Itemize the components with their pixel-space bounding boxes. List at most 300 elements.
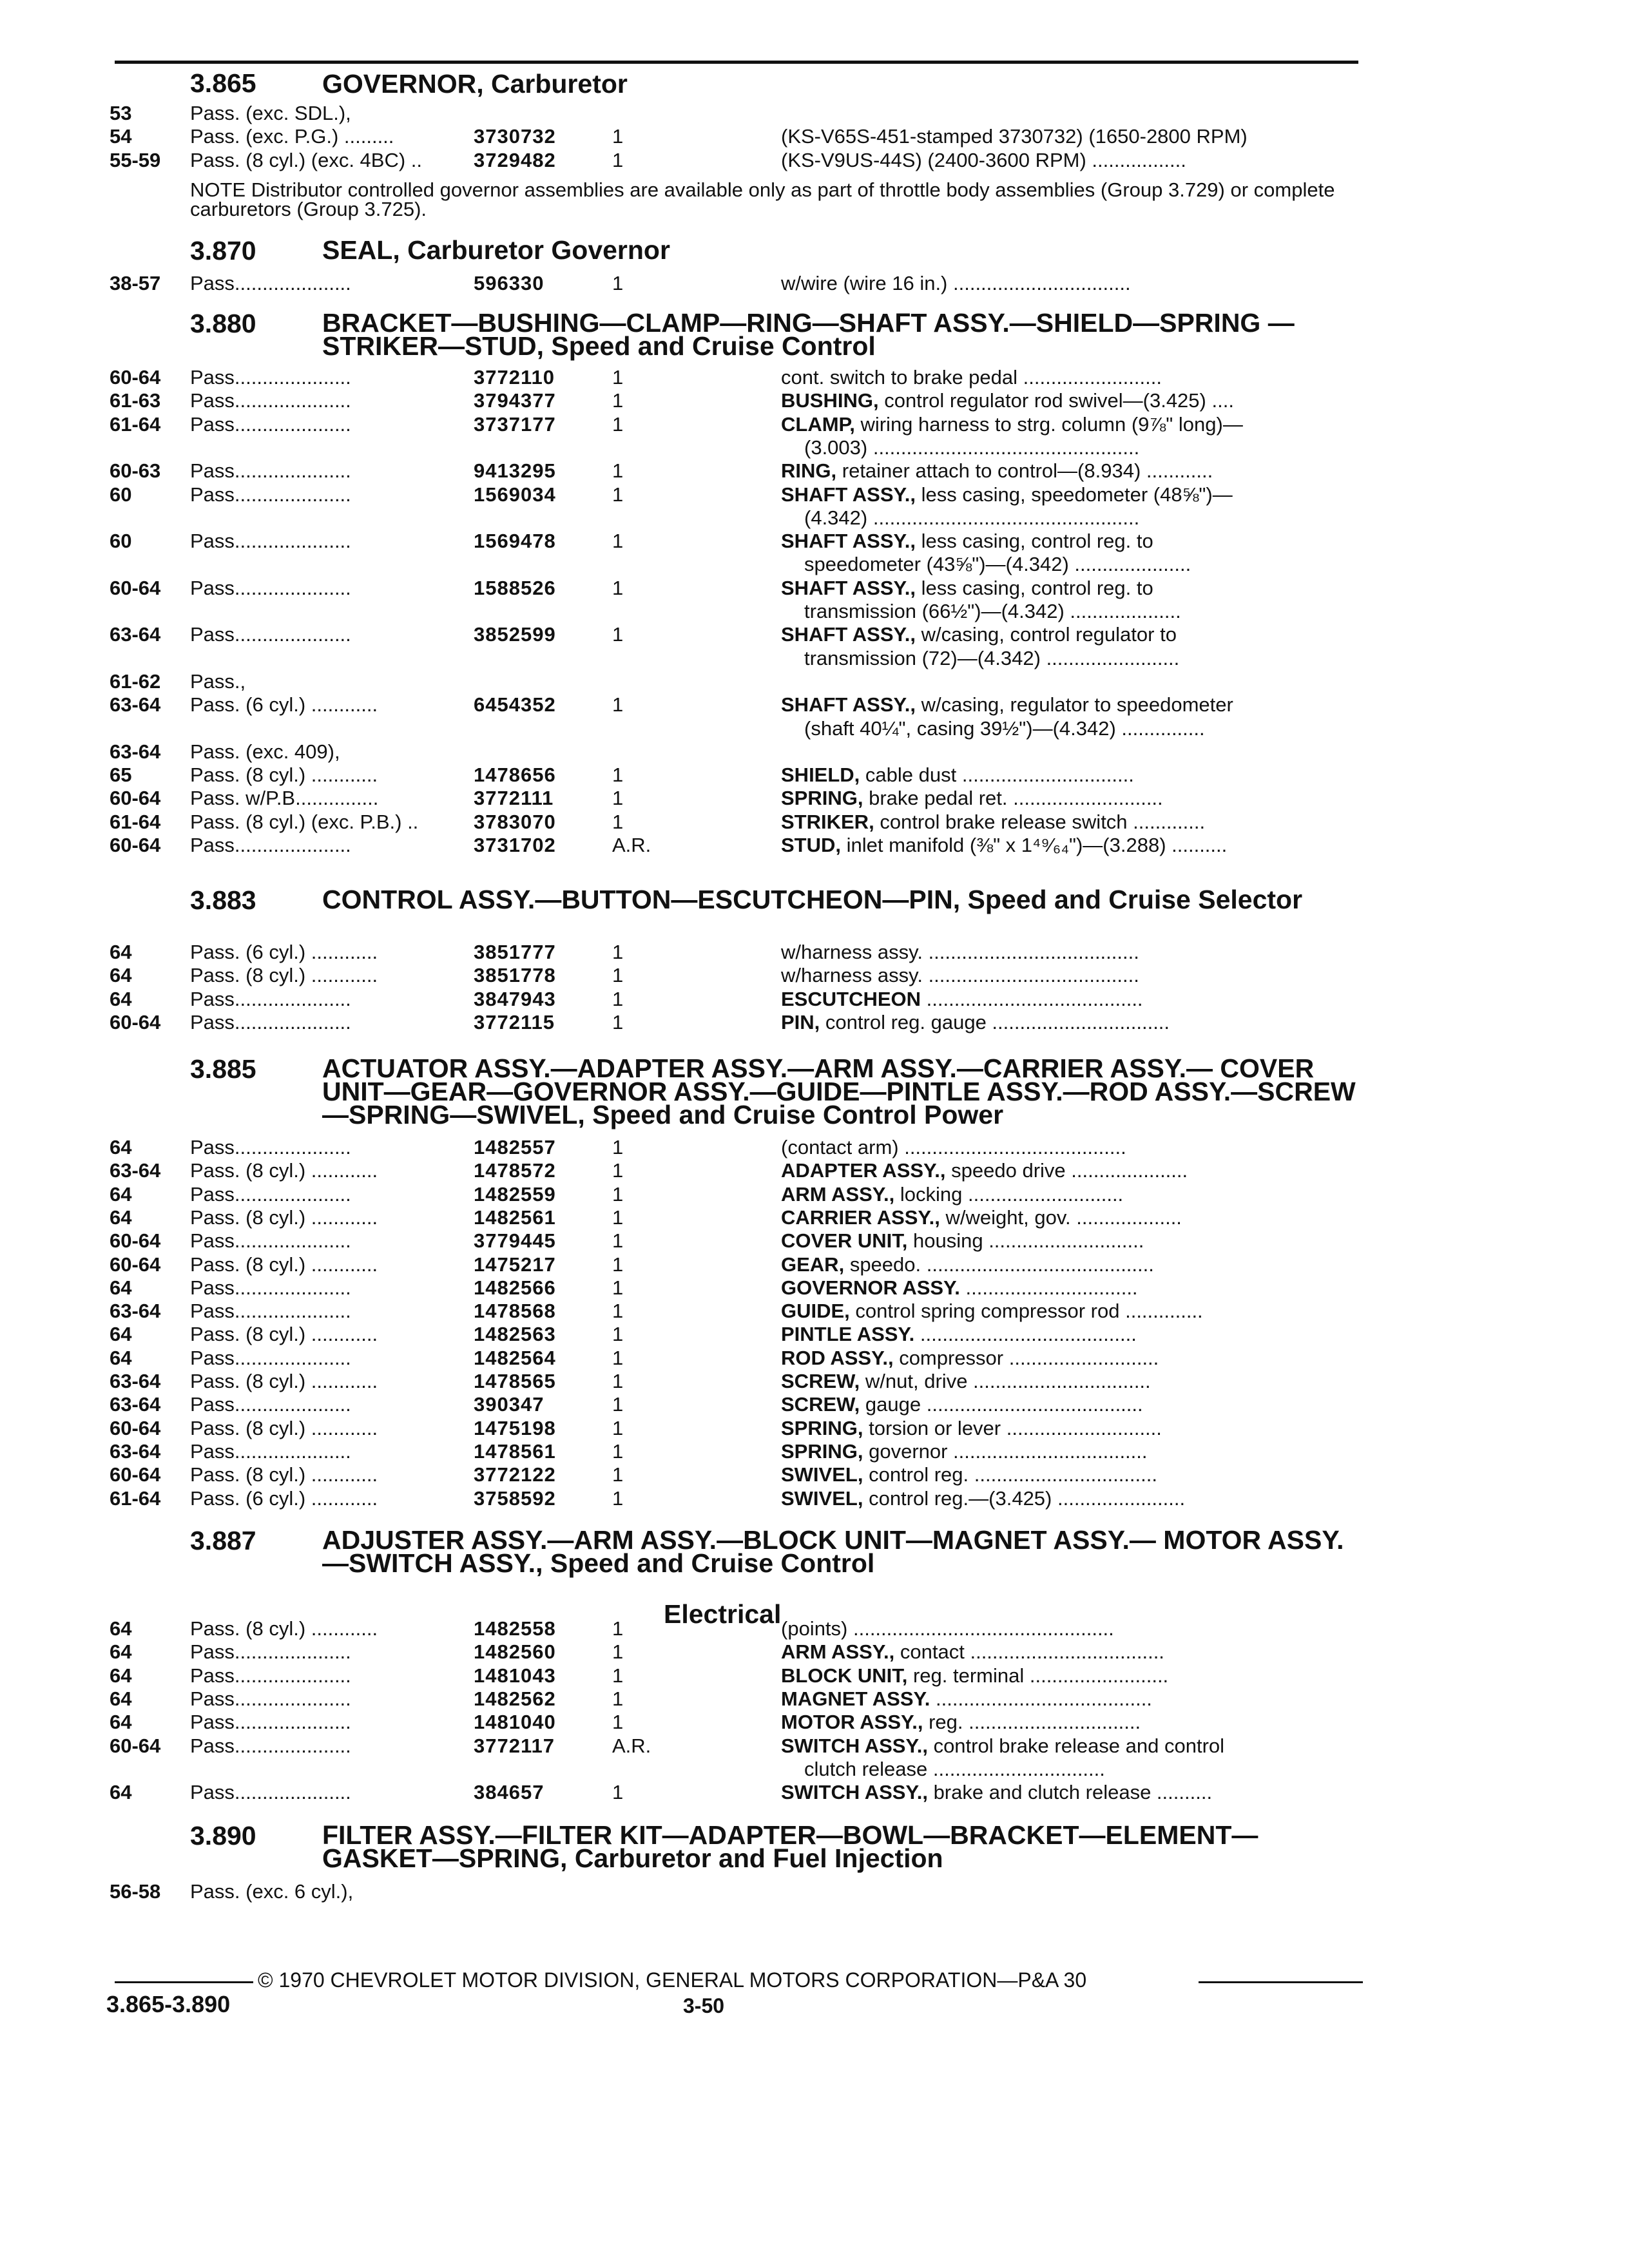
part-description bbox=[781, 1687, 1353, 1711]
part-description bbox=[781, 1229, 1353, 1253]
part-description bbox=[781, 1617, 1353, 1640]
model-years: 64 bbox=[110, 1781, 132, 1804]
quantity: 1 bbox=[612, 1664, 624, 1687]
part-name: MAGNET ASSY. bbox=[781, 1687, 930, 1710]
part-number: 1482558 bbox=[474, 1617, 556, 1640]
model-years: 64 bbox=[110, 1206, 132, 1229]
quantity: 1 bbox=[612, 941, 624, 963]
vehicle-description: Pass. (exc. 6 cyl.), bbox=[190, 1880, 354, 1903]
quantity: 1 bbox=[612, 1640, 624, 1664]
part-description bbox=[781, 1487, 1353, 1510]
part-number: 3772111 bbox=[474, 787, 554, 810]
vehicle-description: Pass. (6 cyl.) ............ bbox=[190, 941, 378, 963]
part-number: 1482564 bbox=[474, 1346, 556, 1369]
part-description bbox=[781, 1440, 1353, 1463]
vehicle-description: Pass..................... bbox=[190, 483, 351, 506]
vehicle-description: Pass. (exc. SDL.), bbox=[190, 102, 351, 124]
quantity: 1 bbox=[612, 1486, 624, 1510]
part-name: SWITCH ASSY., bbox=[781, 1734, 928, 1757]
model-years: 64 bbox=[110, 1136, 132, 1158]
vehicle-description: Pass..................... bbox=[190, 576, 351, 599]
quantity: 1 bbox=[612, 1206, 624, 1229]
quantity: 1 bbox=[612, 1276, 624, 1299]
vehicle-description: Pass..................... bbox=[190, 530, 351, 553]
quantity: 1 bbox=[612, 1416, 624, 1439]
part-description bbox=[781, 988, 1353, 1011]
part-detail: w/harness assy. ...................................... bbox=[781, 941, 1139, 963]
part-number: 3851778 bbox=[474, 964, 556, 987]
vehicle-description: Pass..................... bbox=[190, 1439, 351, 1463]
part-detail: housing ............................ bbox=[912, 1229, 1144, 1253]
model-years: 60-64 bbox=[110, 834, 161, 856]
part-number: 3772115 bbox=[474, 1010, 555, 1033]
model-years: 64 bbox=[110, 941, 132, 963]
part-description bbox=[781, 483, 1353, 506]
part-detail: less casing, control reg. to bbox=[921, 530, 1153, 553]
section-number: 3.887 bbox=[190, 1526, 256, 1555]
part-number: 6454352 bbox=[474, 693, 556, 716]
quantity: 1 bbox=[612, 1687, 624, 1710]
quantity: 1 bbox=[612, 576, 624, 599]
quantity: 1 bbox=[612, 1439, 624, 1463]
part-number: 384657 bbox=[474, 1781, 545, 1804]
vehicle-description: Pass..................... bbox=[190, 1781, 351, 1804]
part-number: 1482559 bbox=[474, 1182, 556, 1206]
vehicle-description: Pass..................... bbox=[190, 1687, 351, 1710]
part-number: 1569034 bbox=[474, 483, 556, 506]
part-detail: w/wire (wire 16 in.) ................................ bbox=[781, 272, 1131, 294]
model-years: 60-64 bbox=[110, 1253, 161, 1276]
quantity: 1 bbox=[612, 1711, 624, 1734]
part-number: 3852599 bbox=[474, 623, 556, 646]
model-years: 61-64 bbox=[110, 810, 161, 833]
quantity: 1 bbox=[612, 1617, 624, 1640]
model-years: 64 bbox=[110, 1687, 132, 1710]
part-detail: reg. terminal ......................... bbox=[912, 1664, 1169, 1687]
quantity: 1 bbox=[612, 987, 624, 1010]
vehicle-description: Pass. (8 cyl.) ............ bbox=[190, 1159, 378, 1182]
part-description bbox=[781, 530, 1353, 553]
part-name: STUD, bbox=[781, 834, 841, 856]
model-years: 64 bbox=[110, 1640, 132, 1664]
part-detail: w/harness assy. ...................................... bbox=[781, 964, 1139, 987]
part-number: 3847943 bbox=[474, 987, 556, 1010]
vehicle-description: Pass..................... bbox=[190, 412, 351, 436]
vehicle-description: Pass., bbox=[190, 669, 246, 693]
part-description bbox=[781, 1370, 1353, 1393]
part-number: 1482561 bbox=[474, 1206, 556, 1229]
part-name: GUIDE, bbox=[781, 1300, 850, 1323]
part-number: 3729482 bbox=[474, 148, 556, 171]
part-name: PIN, bbox=[781, 1010, 820, 1033]
part-detail: control brake release and control bbox=[933, 1734, 1225, 1757]
part-description bbox=[781, 1393, 1353, 1416]
vehicle-description: Pass..................... bbox=[190, 1640, 351, 1664]
part-number: 3730732 bbox=[474, 125, 556, 148]
part-name: ARM ASSY., bbox=[781, 1182, 895, 1206]
part-detail: ....................................... bbox=[920, 1323, 1137, 1346]
vehicle-description: Pass..................... bbox=[190, 389, 351, 412]
part-detail-continued: (4.342) ................................................ bbox=[804, 506, 1140, 529]
part-number: 1478656 bbox=[474, 764, 556, 787]
part-detail-continued: speedometer (43⅝")—(4.342) ..................... bbox=[804, 553, 1191, 576]
part-number: 3772122 bbox=[474, 1463, 556, 1486]
model-years: 64 bbox=[110, 1323, 132, 1346]
part-description bbox=[781, 941, 1353, 964]
part-description bbox=[781, 623, 1353, 646]
part-detail: ....................................... bbox=[936, 1687, 1152, 1710]
part-number: 1482563 bbox=[474, 1323, 556, 1346]
vehicle-description: Pass..................... bbox=[190, 834, 351, 856]
part-number: 3737177 bbox=[474, 412, 556, 436]
model-years: 60-64 bbox=[110, 1463, 161, 1486]
model-years: 63-64 bbox=[110, 623, 161, 646]
model-years: 63-64 bbox=[110, 1159, 161, 1182]
part-description bbox=[781, 964, 1353, 987]
vehicle-description: Pass. (8 cyl.) ............ bbox=[190, 1617, 378, 1640]
model-years: 63-64 bbox=[110, 1439, 161, 1463]
part-number: 3731702 bbox=[474, 834, 556, 856]
model-years: 38-57 bbox=[110, 272, 161, 294]
quantity: 1 bbox=[612, 483, 624, 506]
part-name: SHAFT ASSY., bbox=[781, 530, 916, 553]
part-description bbox=[781, 1711, 1353, 1734]
part-detail: retainer attach to control—(8.934) ............ bbox=[842, 459, 1213, 483]
vehicle-description: Pass..................... bbox=[190, 1229, 351, 1253]
quantity: 1 bbox=[612, 389, 624, 412]
part-detail: less casing, control reg. to bbox=[921, 576, 1153, 599]
part-description bbox=[781, 1347, 1353, 1370]
footer-range: 3.865-3.890 bbox=[106, 1991, 231, 2017]
vehicle-description: Pass. (8 cyl.) (exc. 4BC) .. bbox=[190, 148, 423, 171]
part-name: ESCUTCHEON bbox=[781, 987, 921, 1010]
part-detail: brake and clutch release .......... bbox=[933, 1781, 1213, 1804]
quantity: 1 bbox=[612, 148, 624, 171]
part-name: SHAFT ASSY., bbox=[781, 483, 916, 506]
part-number: 1482560 bbox=[474, 1640, 556, 1664]
quantity: 1 bbox=[612, 1010, 624, 1033]
model-years: 64 bbox=[110, 1182, 132, 1206]
part-detail-continued: transmission (66½")—(4.342) .................... bbox=[804, 600, 1181, 622]
part-description bbox=[781, 1011, 1353, 1034]
model-years: 61-64 bbox=[110, 412, 161, 436]
vehicle-description: Pass. (8 cyl.) (exc. P.B.) .. bbox=[190, 810, 419, 833]
part-description bbox=[781, 1253, 1353, 1276]
part-number: 1482566 bbox=[474, 1276, 556, 1299]
vehicle-description: Pass..................... bbox=[190, 1136, 351, 1158]
part-detail: (KS-V9US-44S) (2400-3600 RPM) ................. bbox=[781, 148, 1186, 171]
model-years: 60-64 bbox=[110, 1010, 161, 1033]
part-detail: gauge ....................................... bbox=[865, 1393, 1143, 1416]
vehicle-description: Pass..................... bbox=[190, 1734, 351, 1757]
quantity: 1 bbox=[612, 1781, 624, 1804]
part-name: SHIELD, bbox=[781, 764, 860, 787]
quantity: 1 bbox=[612, 1323, 624, 1346]
part-detail: cont. switch to brake pedal ......................... bbox=[781, 366, 1162, 389]
part-name: CLAMP, bbox=[781, 412, 855, 436]
section-subtitle: Electrical bbox=[664, 1599, 782, 1629]
model-years: 64 bbox=[110, 987, 132, 1010]
part-name: ROD ASSY., bbox=[781, 1346, 894, 1369]
part-number: 3779445 bbox=[474, 1229, 556, 1253]
part-detail: (contact arm) ........................................ bbox=[781, 1136, 1126, 1158]
part-detail: w/weight, gov. ................... bbox=[945, 1206, 1182, 1229]
model-years: 65 bbox=[110, 764, 132, 787]
section-number: 3.880 bbox=[190, 309, 256, 338]
quantity: 1 bbox=[612, 693, 624, 716]
section-title: FILTER ASSY.—FILTER KIT—ADAPTER—BOWL—BRACKET—ELEMENT— GASKET—SPRING, Carburetor and Fuel Injection bbox=[322, 1820, 1258, 1873]
part-description bbox=[781, 413, 1353, 436]
part-name: ADAPTER ASSY., bbox=[781, 1159, 946, 1182]
part-detail: speedo drive ..................... bbox=[951, 1159, 1188, 1182]
part-detail-continued: transmission (72)—(4.342) ........................ bbox=[804, 646, 1180, 669]
section-number: 3.870 bbox=[190, 236, 256, 265]
part-name: SWIVEL, bbox=[781, 1486, 863, 1510]
part-name: CARRIER ASSY., bbox=[781, 1206, 940, 1229]
section-note: NOTE Distributor controlled governor assemblies are available only as part of throttle body assemblies (Group 3.729) or complete carburetors (Group 3.725). bbox=[190, 178, 1335, 220]
vehicle-description: Pass. (exc. 409), bbox=[190, 740, 340, 763]
model-years: 64 bbox=[110, 1346, 132, 1369]
vehicle-description: Pass..................... bbox=[190, 1393, 351, 1416]
vehicle-description: Pass..................... bbox=[190, 1300, 351, 1323]
part-name: SPRING, bbox=[781, 787, 863, 810]
part-detail: less casing, speedometer (48⅝")— bbox=[921, 483, 1233, 506]
model-years: 60-64 bbox=[110, 787, 161, 810]
part-description bbox=[781, 149, 1353, 172]
part-detail: inlet manifold (⅜" x 1⁴⁹⁄₆₄")—(3.288) .......... bbox=[846, 834, 1228, 856]
model-years: 60-64 bbox=[110, 1734, 161, 1757]
part-number: 1482562 bbox=[474, 1687, 556, 1710]
quantity: 1 bbox=[612, 366, 624, 389]
part-detail: control reg. ................................. bbox=[869, 1463, 1157, 1486]
part-description bbox=[781, 1323, 1353, 1346]
quantity: 1 bbox=[612, 412, 624, 436]
part-description bbox=[781, 834, 1353, 857]
quantity: 1 bbox=[612, 125, 624, 148]
part-description bbox=[781, 366, 1353, 389]
part-number: 390347 bbox=[474, 1393, 545, 1416]
part-detail-continued: clutch release ............................... bbox=[804, 1757, 1105, 1780]
part-number: 3794377 bbox=[474, 389, 556, 412]
part-number: 1481040 bbox=[474, 1711, 556, 1734]
part-description bbox=[781, 1183, 1353, 1206]
section-title: ADJUSTER ASSY.—ARM ASSY.—BLOCK UNIT—MAGNET ASSY.— MOTOR ASSY.—SWITCH ASSY., Speed and Cruise Control bbox=[322, 1525, 1344, 1578]
footer-rule-left bbox=[115, 1981, 253, 1983]
model-years: 64 bbox=[110, 1664, 132, 1687]
model-years: 61-64 bbox=[110, 1486, 161, 1510]
model-years: 63-64 bbox=[110, 740, 161, 763]
part-name: BUSHING, bbox=[781, 389, 879, 412]
quantity: A.R. bbox=[612, 834, 651, 856]
vehicle-description: Pass..................... bbox=[190, 366, 351, 389]
quantity: 1 bbox=[612, 1463, 624, 1486]
vehicle-description: Pass..................... bbox=[190, 1346, 351, 1369]
part-name: GEAR, bbox=[781, 1253, 845, 1276]
part-detail: reg. ............................... bbox=[929, 1711, 1141, 1734]
footer-copyright: © 1970 CHEVROLET MOTOR DIVISION, GENERAL MOTORS CORPORATION—P&A 30 bbox=[258, 1968, 1087, 1992]
quantity: 1 bbox=[612, 1346, 624, 1369]
footer-page-number: 3-50 bbox=[683, 1994, 725, 2017]
part-description bbox=[781, 1664, 1353, 1687]
part-detail: (KS-V65S-451-stamped 3730732) (1650-2800 RPM) bbox=[781, 125, 1248, 148]
quantity: 1 bbox=[612, 964, 624, 987]
part-number: 596330 bbox=[474, 272, 545, 294]
part-detail-continued: (shaft 40¼", casing 39½")—(4.342) ............... bbox=[804, 716, 1205, 740]
quantity: 1 bbox=[612, 787, 624, 810]
part-name: COVER UNIT, bbox=[781, 1229, 908, 1253]
part-description bbox=[781, 1640, 1353, 1664]
vehicle-description: Pass. (6 cyl.) ............ bbox=[190, 693, 378, 716]
part-detail: brake pedal ret. ........................... bbox=[869, 787, 1163, 810]
vehicle-description: Pass. (8 cyl.) ............ bbox=[190, 1253, 378, 1276]
part-name: BLOCK UNIT, bbox=[781, 1664, 908, 1687]
model-years: 63-64 bbox=[110, 693, 161, 716]
vehicle-description: Pass. w/P.B............... bbox=[190, 787, 379, 810]
part-detail: ....................................... bbox=[926, 987, 1143, 1010]
model-years: 64 bbox=[110, 964, 132, 987]
quantity: 1 bbox=[612, 1136, 624, 1158]
part-name: PINTLE ASSY. bbox=[781, 1323, 915, 1346]
part-description bbox=[781, 787, 1353, 810]
part-detail: control reg. gauge ................................ bbox=[825, 1010, 1170, 1033]
quantity: 1 bbox=[612, 1253, 624, 1276]
part-detail-continued: (3.003) ................................................ bbox=[804, 436, 1140, 459]
vehicle-description: Pass. (exc. P.G.) ......... bbox=[190, 125, 394, 148]
part-number: 1569478 bbox=[474, 530, 556, 553]
quantity: A.R. bbox=[612, 1734, 651, 1757]
section-number: 3.865 bbox=[190, 68, 256, 98]
section-number: 3.883 bbox=[190, 885, 256, 915]
part-detail: w/casing, regulator to speedometer bbox=[921, 693, 1233, 716]
vehicle-description: Pass..................... bbox=[190, 1182, 351, 1206]
footer-rule-right bbox=[1199, 1981, 1363, 1983]
vehicle-description: Pass..................... bbox=[190, 623, 351, 646]
model-years: 64 bbox=[110, 1711, 132, 1734]
model-years: 53 bbox=[110, 102, 132, 124]
model-years: 60-63 bbox=[110, 459, 161, 483]
part-number: 3758592 bbox=[474, 1486, 556, 1510]
part-detail: locking ............................ bbox=[900, 1182, 1124, 1206]
vehicle-description: Pass. (8 cyl.) ............ bbox=[190, 1323, 378, 1346]
part-number: 3783070 bbox=[474, 810, 556, 833]
part-description bbox=[781, 811, 1353, 834]
part-number: 1481043 bbox=[474, 1664, 556, 1687]
vehicle-description: Pass..................... bbox=[190, 1711, 351, 1734]
part-name: MOTOR ASSY., bbox=[781, 1711, 923, 1734]
quantity: 1 bbox=[612, 272, 624, 294]
part-detail: control reg.—(3.425) ....................... bbox=[869, 1486, 1186, 1510]
part-detail: ............................... bbox=[965, 1276, 1138, 1299]
section-title: CONTROL ASSY.—BUTTON—ESCUTCHEON—PIN, Speed and Cruise Selector bbox=[322, 885, 1303, 914]
quantity: 1 bbox=[612, 530, 624, 553]
vehicle-description: Pass. (8 cyl.) ............ bbox=[190, 764, 378, 787]
part-description bbox=[781, 272, 1353, 295]
part-detail: (points) ............................................... bbox=[781, 1617, 1114, 1640]
part-description bbox=[781, 459, 1353, 483]
part-description bbox=[781, 1417, 1353, 1440]
part-name: ARM ASSY., bbox=[781, 1640, 895, 1664]
part-detail: control brake release switch ............. bbox=[880, 810, 1206, 833]
vehicle-description: Pass. (8 cyl.) ............ bbox=[190, 1206, 378, 1229]
vehicle-description: Pass..................... bbox=[190, 1276, 351, 1299]
part-detail: governor ................................... bbox=[869, 1439, 1148, 1463]
quantity: 1 bbox=[612, 1229, 624, 1253]
part-number: 1478572 bbox=[474, 1159, 556, 1182]
part-detail: control spring compressor rod .............. bbox=[855, 1300, 1203, 1323]
model-years: 61-62 bbox=[110, 669, 161, 693]
part-detail: compressor ........................... bbox=[899, 1346, 1159, 1369]
model-years: 64 bbox=[110, 1276, 132, 1299]
part-name: SWIVEL, bbox=[781, 1463, 863, 1486]
part-detail: cable dust ............................... bbox=[865, 764, 1134, 787]
part-name: SHAFT ASSY., bbox=[781, 693, 916, 716]
vehicle-description: Pass..................... bbox=[190, 1010, 351, 1033]
part-number: 1475198 bbox=[474, 1416, 556, 1439]
part-number: 1478568 bbox=[474, 1300, 556, 1323]
part-number: 3772110 bbox=[474, 366, 555, 389]
part-description bbox=[781, 389, 1353, 412]
part-description bbox=[781, 577, 1353, 600]
part-number: 1482557 bbox=[474, 1136, 556, 1158]
model-years: 54 bbox=[110, 125, 132, 148]
part-number: 1588526 bbox=[474, 576, 556, 599]
quantity: 1 bbox=[612, 1182, 624, 1206]
quantity: 1 bbox=[612, 459, 624, 483]
vehicle-description: Pass..................... bbox=[190, 272, 351, 294]
vehicle-description: Pass..................... bbox=[190, 459, 351, 483]
part-number: 9413295 bbox=[474, 459, 556, 483]
part-detail: speedo. ......................................... bbox=[849, 1253, 1154, 1276]
part-detail: contact ................................... bbox=[900, 1640, 1164, 1664]
model-years: 60 bbox=[110, 530, 132, 553]
part-name: SPRING, bbox=[781, 1439, 863, 1463]
part-description bbox=[781, 1781, 1353, 1804]
part-name: SWITCH ASSY., bbox=[781, 1781, 928, 1804]
quantity: 1 bbox=[612, 1300, 624, 1323]
part-name: SCREW, bbox=[781, 1370, 860, 1392]
vehicle-description: Pass. (8 cyl.) ............ bbox=[190, 1370, 378, 1392]
part-description bbox=[781, 125, 1353, 148]
quantity: 1 bbox=[612, 623, 624, 646]
model-years: 60-64 bbox=[110, 366, 161, 389]
part-name: STRIKER, bbox=[781, 810, 874, 833]
vehicle-description: Pass. (8 cyl.) ............ bbox=[190, 1463, 378, 1486]
vehicle-description: Pass. (6 cyl.) ............ bbox=[190, 1486, 378, 1510]
quantity: 1 bbox=[612, 1393, 624, 1416]
model-years: 63-64 bbox=[110, 1300, 161, 1323]
part-detail: wiring harness to strg. column (9⅞" long)— bbox=[860, 412, 1243, 436]
section-title: GOVERNOR, Carburetor bbox=[322, 69, 628, 99]
part-description bbox=[781, 1735, 1353, 1758]
part-detail: control regulator rod swivel—(3.425) .... bbox=[884, 389, 1234, 412]
quantity: 1 bbox=[612, 764, 624, 787]
quantity: 1 bbox=[612, 810, 624, 833]
model-years: 61-63 bbox=[110, 389, 161, 412]
vehicle-description: Pass..................... bbox=[190, 1664, 351, 1687]
part-name: GOVERNOR ASSY. bbox=[781, 1276, 960, 1299]
model-years: 60 bbox=[110, 483, 132, 506]
model-years: 63-64 bbox=[110, 1393, 161, 1416]
part-description bbox=[781, 1206, 1353, 1229]
quantity: 1 bbox=[612, 1159, 624, 1182]
part-detail: torsion or lever ............................ bbox=[869, 1416, 1162, 1439]
model-years: 56-58 bbox=[110, 1880, 161, 1903]
part-detail: w/casing, control regulator to bbox=[921, 623, 1177, 646]
section-number: 3.890 bbox=[190, 1821, 256, 1850]
part-detail: w/nut, drive ................................ bbox=[865, 1370, 1151, 1392]
vehicle-description: Pass..................... bbox=[190, 987, 351, 1010]
model-years: 55-59 bbox=[110, 148, 161, 171]
